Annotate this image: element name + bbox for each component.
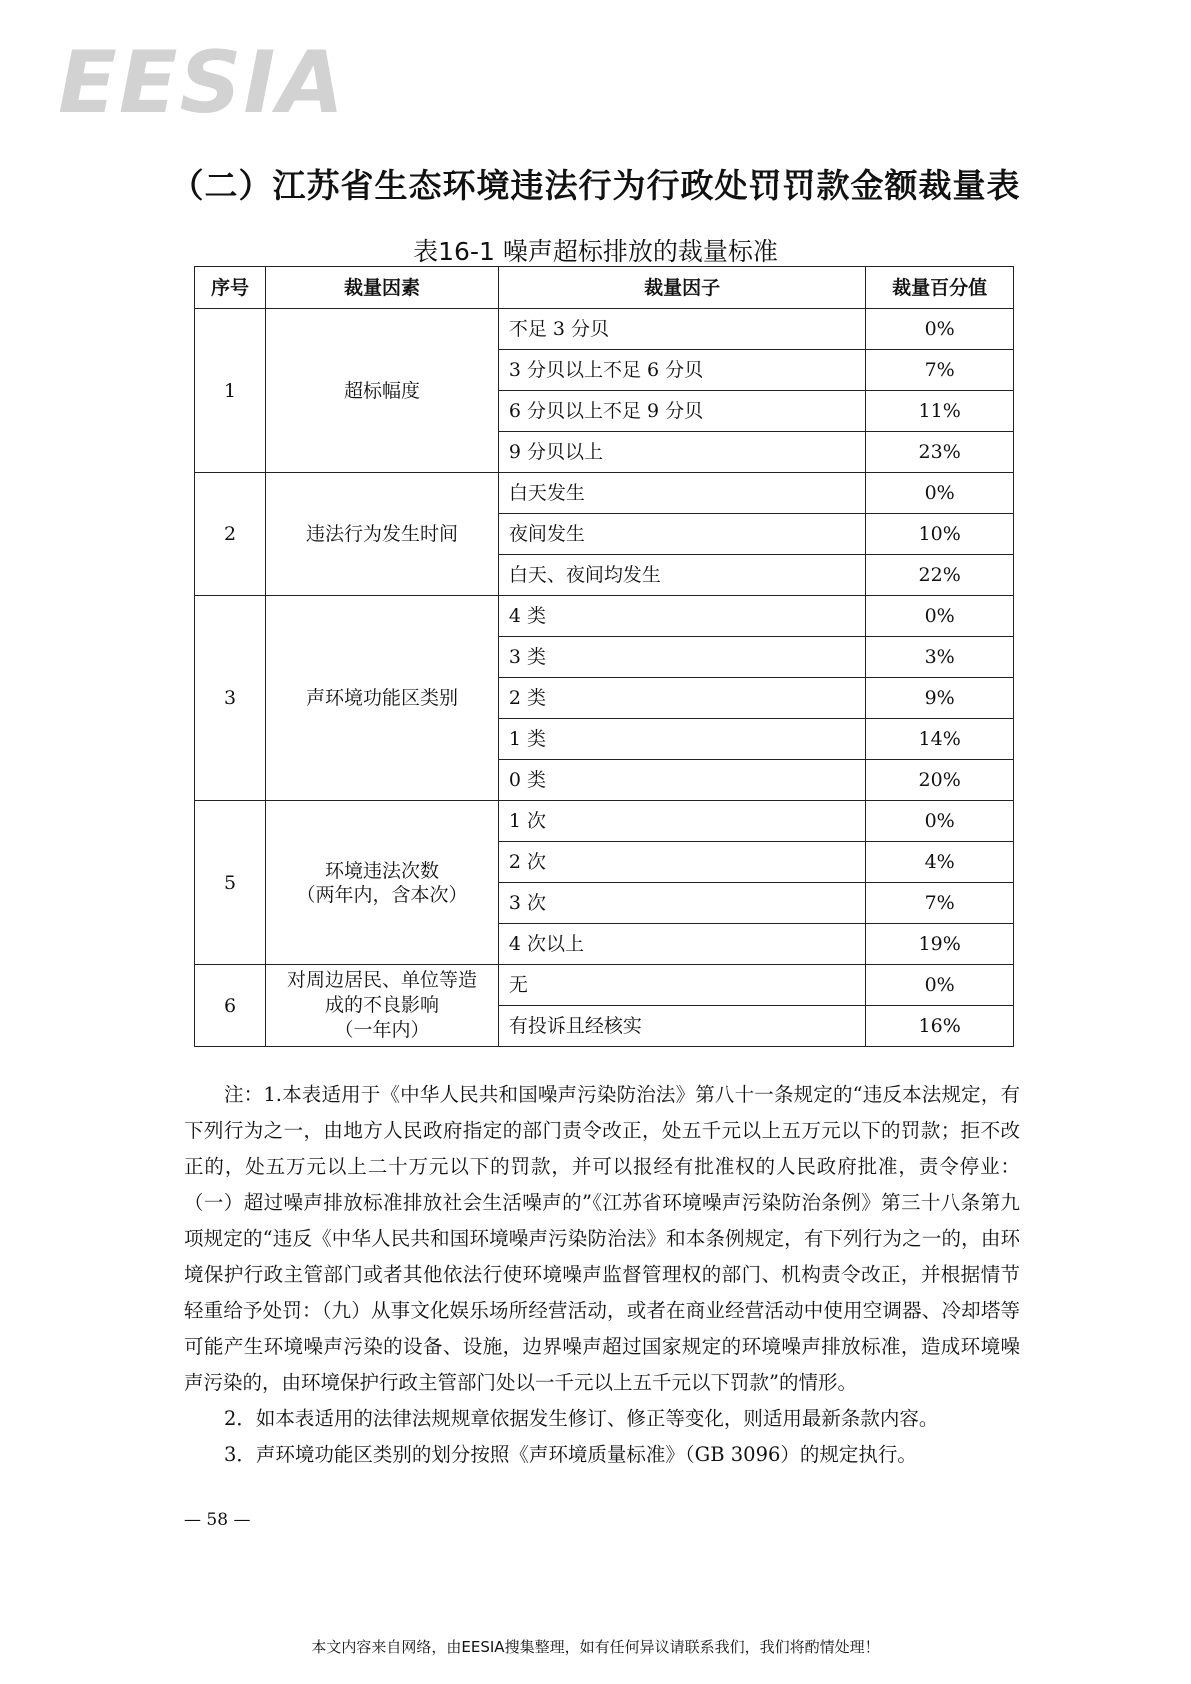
row-number: 5 (195, 801, 266, 965)
value-cell: 19% (866, 924, 1014, 965)
row-number: 6 (195, 965, 266, 1047)
value-cell: 0% (866, 309, 1014, 350)
item-cell: 4 类 (498, 596, 865, 637)
value-cell: 14% (866, 719, 1014, 760)
item-cell: 白天发生 (498, 473, 865, 514)
value-cell: 9% (866, 678, 1014, 719)
header-no: 序号 (195, 267, 266, 309)
item-cell: 2 类 (498, 678, 865, 719)
eesia-logo: EESIA (58, 33, 346, 133)
factor-cell: 超标幅度 (266, 309, 499, 473)
value-cell: 22% (866, 555, 1014, 596)
value-cell: 10% (866, 514, 1014, 555)
row-number: 3 (195, 596, 266, 801)
item-cell: 9 分贝以上 (498, 432, 865, 473)
value-cell: 3% (866, 637, 1014, 678)
item-cell: 3 次 (498, 883, 865, 924)
note-2: 2．如本表适用的法律法规规章依据发生修订、修正等变化，则适用最新条款内容。 (224, 1407, 939, 1430)
item-cell: 4 次以上 (498, 924, 865, 965)
table-row (195, 596, 1014, 637)
note-1: 注：1.本表适用于《中华人民共和国噪声污染防治法》第八十一条规定的“违反本法规定，有下列行为之一，由地方人民政府指定的部门责令改正，处五千元以上五万元以下的罚款；拒不改正的，处五万元以上二十万元以下的罚款，并可以报经有批准权的人民政府批准，责令停业：（一）超过噪声排放标准排放社会生活噪声的”《江苏省环境噪声污染防治条例》第三十八条第九项规定的“违反《中华人民共和国环境噪声污染防治法》和本条例规定，有下列行为之一的，由环境保护行政主管部门或者其他依法行使环境噪声监督管理权的部门、机构责令改正，并根据情节轻重给予处罚：（九）从事文化娱乐场所经营活动，或者在商业经营活动中使用空调器、冷却塔等可能产生环境噪声污染的设备、设施，边界噪声超过国家规定的环境噪声排放标准，造成环境噪声污染的，由环境保护行政主管部门处以一千元以上五千元以下罚款”的情形。 (184, 1083, 1020, 1394)
item-cell: 1 次 (498, 801, 865, 842)
item-cell: 1 类 (498, 719, 865, 760)
table-row (195, 965, 1014, 1006)
table-notes (184, 1077, 1020, 1473)
footer-disclaimer: 本文内容来自网络，由EESIA搜集整理，如有任何异议请联系我们，我们将酌情处理！ (311, 1638, 880, 1656)
header-factor: 裁量因素 (266, 267, 499, 309)
table-row (195, 473, 1014, 514)
value-cell: 0% (866, 965, 1014, 1006)
row-number: 1 (195, 309, 266, 473)
value-cell: 11% (866, 391, 1014, 432)
factor-cell: 对周边居民、单位等造 成的不良影响 （一年内） (266, 965, 499, 1047)
factor-cell: 环境违法次数 （两年内，含本次） (266, 801, 499, 965)
table-row (195, 801, 1014, 842)
note-3: 3．声环境功能区类别的划分按照《声环境质量标准》（GB 3096）的规定执行。 (224, 1443, 917, 1466)
item-cell: 白天、夜间均发生 (498, 555, 865, 596)
value-cell: 0% (866, 596, 1014, 637)
item-cell: 夜间发生 (498, 514, 865, 555)
item-cell: 3 分贝以上不足 6 分贝 (498, 350, 865, 391)
value-cell: 7% (866, 350, 1014, 391)
item-cell: 0 类 (498, 760, 865, 801)
item-cell: 无 (498, 965, 865, 1006)
item-cell: 3 类 (498, 637, 865, 678)
value-cell: 0% (866, 801, 1014, 842)
header-value: 裁量百分值 (866, 267, 1014, 309)
value-cell: 0% (866, 473, 1014, 514)
value-cell: 16% (866, 1006, 1014, 1047)
page-number: — 58 — (184, 1510, 251, 1530)
value-cell: 7% (866, 883, 1014, 924)
factor-cell: 违法行为发生时间 (266, 473, 499, 596)
item-cell: 2 次 (498, 842, 865, 883)
value-cell: 4% (866, 842, 1014, 883)
item-cell: 6 分贝以上不足 9 分贝 (498, 391, 865, 432)
table-header-row (195, 267, 1014, 309)
row-number: 2 (195, 473, 266, 596)
page-title: （二）江苏省生态环境违法行为行政处罚罚款金额裁量表 (170, 166, 1021, 205)
factor-cell: 声环境功能区类别 (266, 596, 499, 801)
value-cell: 20% (866, 760, 1014, 801)
discretion-table (194, 266, 1014, 1047)
item-cell: 有投诉且经核实 (498, 1006, 865, 1047)
table-title: 表16-1 噪声超标排放的裁量标准 (413, 237, 778, 266)
header-item: 裁量因子 (498, 267, 865, 309)
value-cell: 23% (866, 432, 1014, 473)
table-row (195, 309, 1014, 350)
item-cell: 不足 3 分贝 (498, 309, 865, 350)
